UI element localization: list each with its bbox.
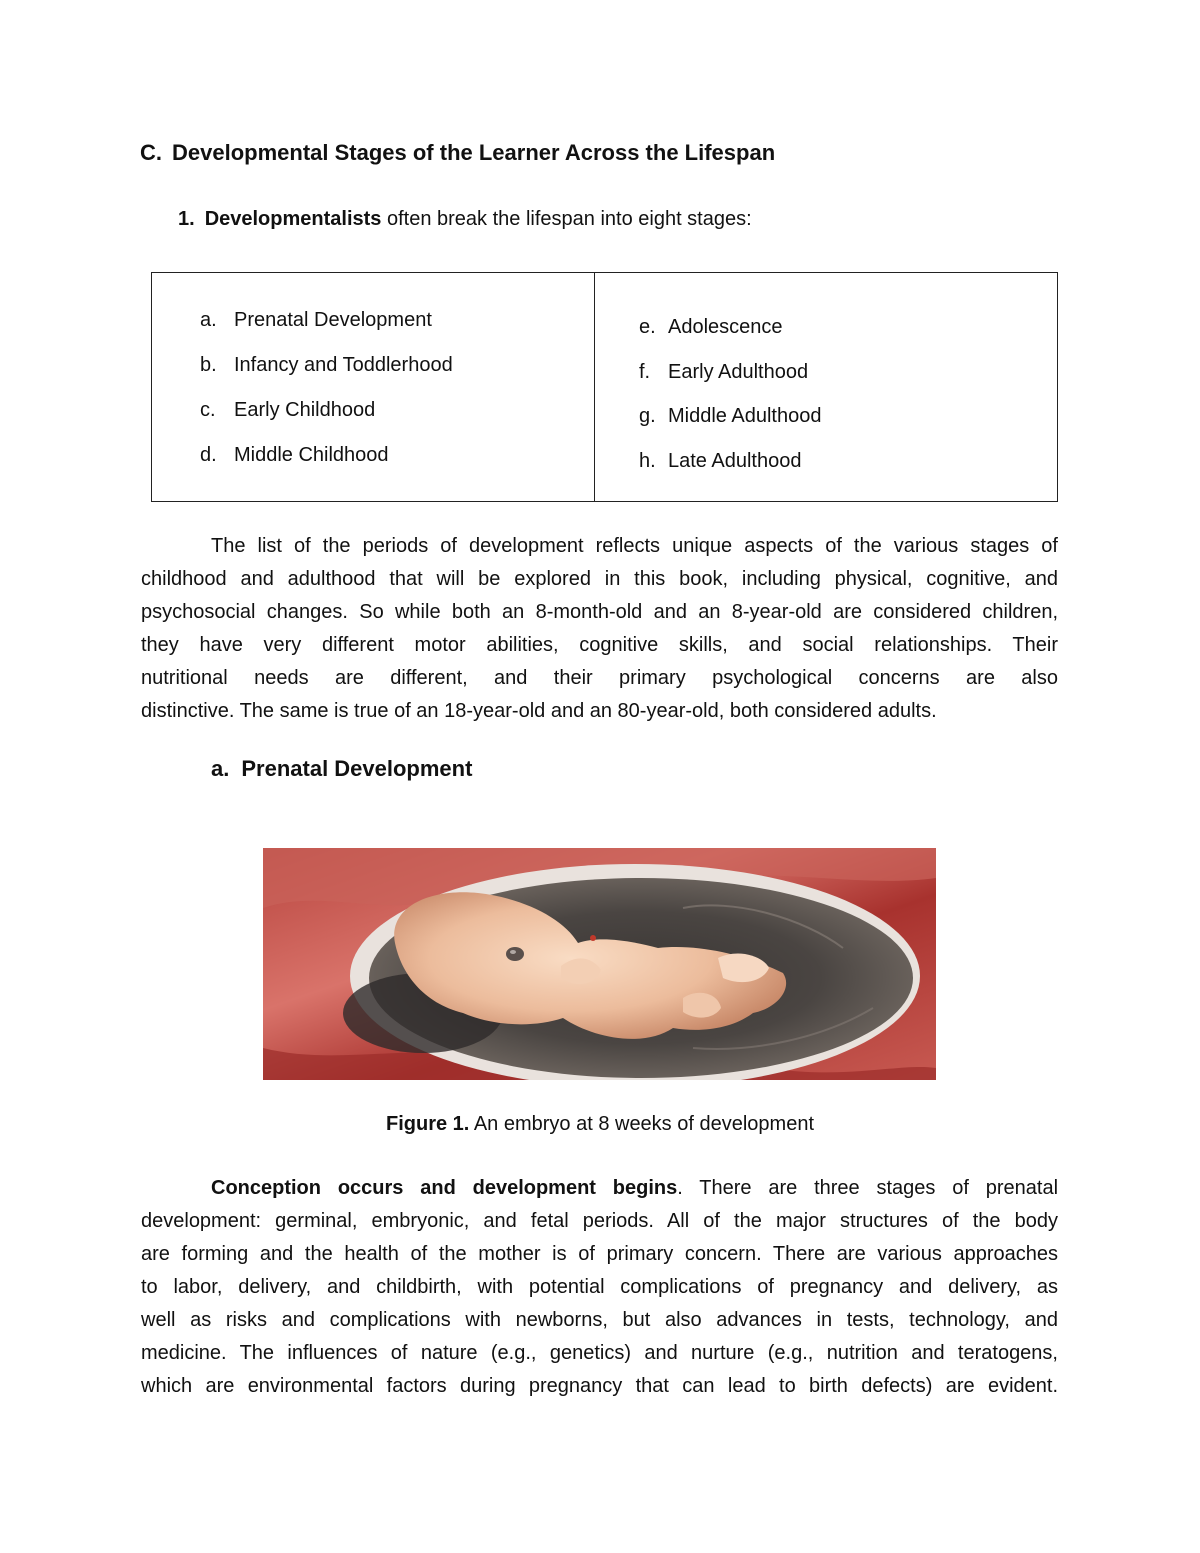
stage-label: Late Adulthood <box>668 450 802 472</box>
paragraph-line: distinctive. The same is true of an 18-year-old and an 80-year-old, both considered adults. <box>141 700 937 722</box>
stage-letter: f. <box>639 361 651 383</box>
stage-label: Middle Childhood <box>234 444 389 466</box>
section-marker: C. <box>140 140 162 165</box>
stage-item <box>200 444 389 467</box>
stage-item <box>200 354 453 377</box>
paragraph-line: which are environmental factors during pregnancy that can lead to birth defects) are evident. <box>141 1375 1058 1397</box>
intro-number: 1. <box>178 208 195 230</box>
paragraph-line: childhood and adulthood that will be explored in this book, including physical, cognitive, and <box>141 568 1058 590</box>
section-title <box>140 140 775 166</box>
stage-item <box>200 309 432 332</box>
figure-caption-text: An embryo at 8 weeks of development <box>469 1113 814 1135</box>
stages-right-column <box>595 273 1057 501</box>
paragraph-line: to labor, delivery, and childbirth, with potential complications of pregnancy and delivery, as <box>141 1276 1058 1298</box>
prenatal-paragraph <box>141 1172 1058 1403</box>
subsection-heading <box>211 756 472 782</box>
subsection-title: Prenatal Development <box>241 756 473 781</box>
stage-item <box>639 450 801 473</box>
stage-label: Adolescence <box>668 316 783 338</box>
intro-term: Developmentalists <box>204 208 382 230</box>
stage-label: Early Childhood <box>234 399 376 421</box>
subsection-marker: a. <box>211 756 230 781</box>
paragraph-line: they have very different motor abilities, cognitive skills, and social relationships. Their <box>141 634 1058 656</box>
stage-item <box>639 316 783 339</box>
stages-table <box>151 272 1058 502</box>
figure-caption <box>0 1113 1200 1136</box>
stage-letter: d. <box>200 444 217 466</box>
paragraph-line: development: germinal, embryonic, and fetal periods. All of the major structures of the body <box>141 1210 1058 1232</box>
embryo-photo <box>263 848 936 1080</box>
stage-item <box>639 405 821 428</box>
stage-letter: g. <box>639 405 656 427</box>
stage-item <box>639 361 808 384</box>
figure-label: Figure 1. <box>386 1113 470 1135</box>
paragraph-line: are forming and the health of the mother is of primary concern. There are various approaches <box>141 1243 1058 1265</box>
stage-letter: e. <box>639 316 656 338</box>
paragraph-line: medicine. The influences of nature (e.g., genetics) and nurture (e.g., nutrition and teratogens, <box>141 1342 1058 1364</box>
stage-letter: a. <box>200 309 217 331</box>
stage-item <box>200 399 375 422</box>
paragraph-lead: Conception occurs and development begins <box>211 1177 678 1199</box>
stage-label: Middle Adulthood <box>668 405 822 427</box>
periods-paragraph <box>141 530 1058 728</box>
intro-text: often break the lifespan into eight stages: <box>381 208 752 230</box>
paragraph-line: The list of the periods of development reflects unique aspects of the various stages of <box>211 535 1058 557</box>
stage-label: Infancy and Toddlerhood <box>234 354 453 376</box>
paragraph-line <box>141 1172 1058 1205</box>
stage-letter: c. <box>200 399 216 421</box>
stage-label: Early Adulthood <box>668 361 809 383</box>
paragraph-lead-rest: . There are three stages of prenatal <box>677 1177 1059 1199</box>
stage-letter: h. <box>639 450 656 472</box>
stages-left-column <box>152 273 595 501</box>
stage-letter: b. <box>200 354 217 376</box>
stage-label: Prenatal Development <box>234 309 432 331</box>
paragraph-line: nutritional needs are different, and their primary psychological concerns are also <box>141 667 1058 689</box>
section-title-text: Developmental Stages of the Learner Across the Lifespan <box>172 140 776 165</box>
paragraph-line: psychosocial changes. So while both an 8-month-old and an 8-year-old are considered children, <box>141 601 1058 623</box>
intro-line <box>178 208 752 231</box>
paragraph-line: well as risks and complications with newborns, but also advances in tests, technology, and <box>141 1309 1058 1331</box>
